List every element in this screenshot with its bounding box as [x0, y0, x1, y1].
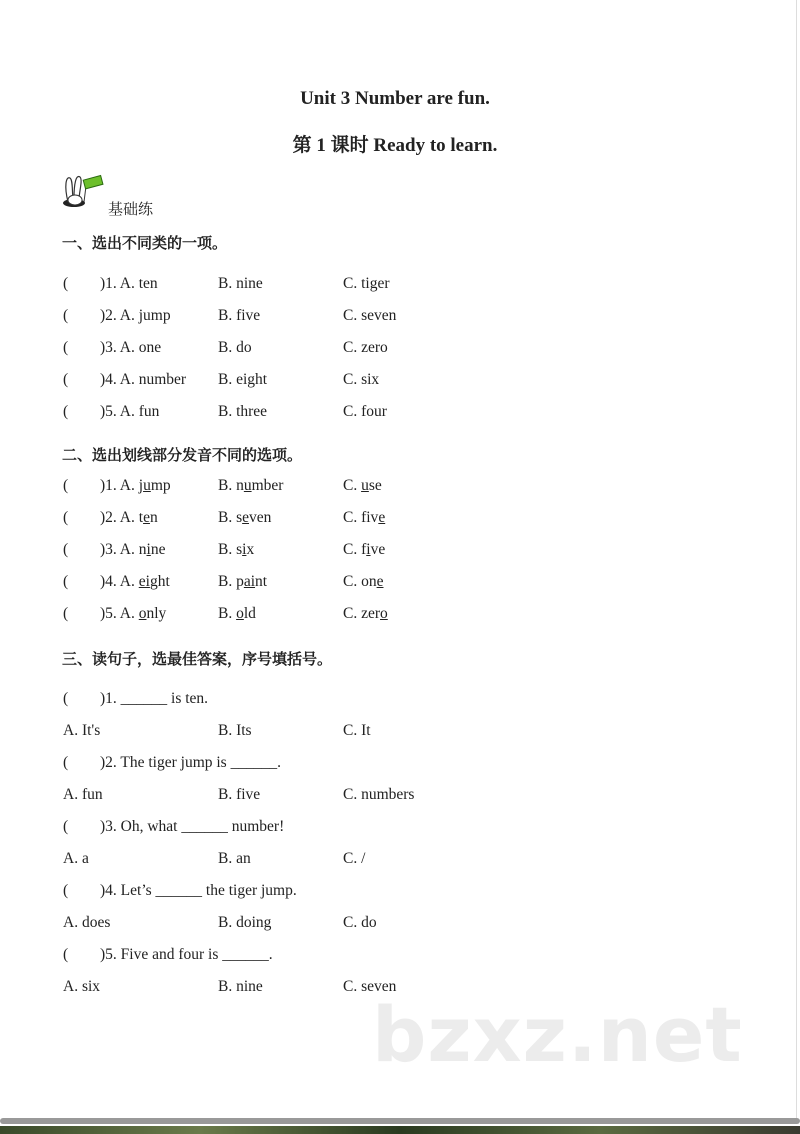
option-a-prefix: )2. A.	[100, 509, 139, 526]
underlined-letters: e	[378, 509, 386, 526]
option-a-prefix: )1. A.	[100, 477, 139, 494]
text: B. p	[218, 573, 244, 590]
option-a	[100, 541, 165, 559]
underlined-letters: o	[236, 605, 244, 622]
option-a: )4. A. number	[100, 371, 187, 388]
underlined-letters: ai	[243, 573, 256, 590]
option-b: B. nine	[218, 275, 263, 292]
text: n	[138, 541, 147, 558]
option-a: )5. A. fun	[100, 403, 160, 420]
option-a: A. does	[63, 914, 111, 931]
text: ld	[243, 605, 256, 622]
answer-bracket[interactable]: (	[63, 818, 69, 835]
answer-bracket[interactable]: (	[63, 573, 69, 590]
underlined-letters: u	[143, 477, 151, 494]
option-a: A. fun	[63, 786, 103, 803]
option-b: B. eight	[218, 371, 268, 388]
underlined-letters: e	[242, 509, 250, 526]
option-b: B. doing	[218, 914, 272, 931]
text: nt	[255, 573, 268, 590]
option-c: C. four	[343, 403, 387, 420]
option-c: C. /	[343, 850, 366, 867]
section2-heading: 二、选出划线部分发音不同的选项。	[62, 446, 303, 464]
option-a: A. six	[63, 978, 101, 995]
option-c	[343, 477, 382, 495]
option-a: A. It's	[63, 722, 101, 739]
underlined-letters: ei	[138, 573, 150, 590]
answer-bracket[interactable]: (	[63, 541, 69, 558]
text: mp	[150, 477, 171, 494]
option-c: C. seven	[343, 978, 397, 995]
text: B.	[218, 605, 237, 622]
page-title: Unit 3 Number are fun.	[300, 88, 490, 109]
question-text: )3. Oh, what ______ number!	[100, 818, 285, 835]
text: ve	[370, 541, 386, 558]
answer-bracket[interactable]: (	[63, 605, 69, 622]
option-b: B. three	[218, 403, 268, 420]
option-a-prefix: )5. A.	[100, 605, 139, 622]
answer-bracket[interactable]: (	[63, 946, 69, 963]
badge-label: 基础练	[108, 200, 154, 218]
option-c: C. tiger	[343, 275, 390, 292]
option-c	[343, 509, 385, 527]
option-c	[343, 605, 388, 623]
underlined-letters: i	[146, 541, 151, 558]
watermark: bzxz.net	[372, 990, 743, 1079]
page-border	[796, 0, 797, 1118]
answer-bracket[interactable]: (	[63, 754, 69, 771]
option-c: C. six	[343, 371, 380, 388]
text: ne	[150, 541, 166, 558]
option-a	[100, 605, 166, 623]
section3-heading: 三、读句子，选最佳答案，序号填括号。	[62, 650, 333, 668]
answer-bracket[interactable]: (	[63, 690, 69, 707]
question-text: )4. Let’s ______ the tiger jump.	[100, 882, 297, 899]
option-b	[218, 509, 271, 527]
text: mber	[251, 477, 284, 494]
underlined-letters: o	[138, 605, 147, 622]
rabbit-sign-icon	[62, 172, 110, 210]
option-a: A. a	[63, 850, 89, 867]
text: ven	[249, 509, 272, 526]
option-a	[100, 509, 158, 527]
text: C. on	[343, 573, 377, 590]
question-text: )1. ______ is ten.	[100, 690, 209, 707]
option-b	[218, 573, 267, 591]
option-b	[218, 605, 256, 623]
option-a: )1. A. ten	[100, 275, 158, 292]
option-a	[100, 573, 170, 591]
text: B. n	[218, 477, 244, 494]
option-a: )2. A. jump	[100, 307, 171, 324]
text: n	[149, 509, 158, 526]
option-b: B. an	[218, 850, 251, 867]
text: C. f	[343, 541, 367, 558]
option-b	[218, 541, 254, 559]
text: se	[368, 477, 382, 494]
text: B. s	[218, 541, 243, 558]
option-c: C. zero	[343, 339, 388, 356]
underlined-letters: i	[366, 541, 371, 558]
option-b: B. five	[218, 786, 261, 803]
text: j	[138, 477, 144, 494]
option-c: C. numbers	[343, 786, 415, 803]
answer-bracket[interactable]: (	[63, 339, 69, 356]
option-a-prefix: )4. A.	[100, 573, 139, 590]
option-c: C. do	[343, 914, 377, 931]
option-a	[100, 477, 171, 495]
underlined-letters: i	[242, 541, 247, 558]
text: ght	[149, 573, 170, 590]
answer-bracket[interactable]: (	[63, 403, 69, 420]
text: t	[138, 509, 144, 526]
background-strip	[0, 1126, 800, 1134]
section1-heading: 一、选出不同类的一项。	[62, 234, 228, 252]
text: C. fiv	[343, 509, 379, 526]
answer-bracket[interactable]: (	[63, 275, 69, 292]
underlined-letters: e	[143, 509, 150, 526]
option-c	[343, 573, 383, 591]
answer-bracket[interactable]: (	[63, 307, 69, 324]
underlined-letters: u	[243, 477, 252, 494]
text: B. s	[218, 509, 243, 526]
question-text: )2. The tiger jump is ______.	[100, 754, 281, 771]
horizontal-scrollbar[interactable]	[0, 1118, 800, 1124]
answer-bracket[interactable]: (	[63, 477, 69, 494]
option-a-prefix: )3. A.	[100, 541, 139, 558]
question-text: )5. Five and four is ______.	[100, 946, 273, 963]
answer-bracket[interactable]: (	[63, 882, 69, 899]
answer-bracket[interactable]: (	[63, 371, 69, 388]
option-b	[218, 477, 283, 495]
underlined-letters: e	[376, 573, 384, 590]
option-b: B. nine	[218, 978, 263, 995]
option-c: C. seven	[343, 307, 397, 324]
text: C.	[343, 477, 362, 494]
option-a: )3. A. one	[100, 339, 162, 356]
text: x	[246, 541, 255, 558]
text: nly	[146, 605, 167, 622]
option-c: C. It	[343, 722, 371, 739]
option-b: B. five	[218, 307, 261, 324]
option-b: B. Its	[218, 722, 252, 739]
answer-bracket[interactable]: (	[63, 509, 69, 526]
underlined-letters: o	[380, 605, 388, 622]
underlined-letters: u	[361, 477, 369, 494]
text: C. zer	[343, 605, 381, 622]
option-c	[343, 541, 385, 559]
option-b: B. do	[218, 339, 252, 356]
lesson-subtitle: 第 1 课时 Ready to learn.	[292, 135, 498, 156]
